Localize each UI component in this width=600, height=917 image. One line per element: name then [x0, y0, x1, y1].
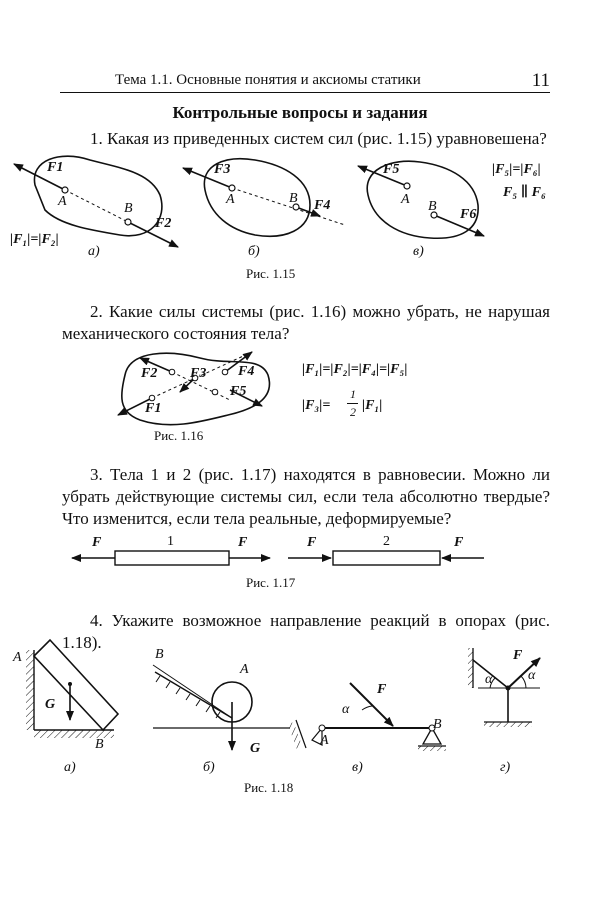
label-b: B	[95, 737, 104, 752]
label-f4: F4	[314, 198, 331, 213]
question-3: 3. Тела 1 и 2 (рис. 1.17) находятся в равновесии. Можно ли убрать действующие системы сил, если тела абсолютно твердые? Что изменится, если тела реальные, деформируемые?	[62, 465, 550, 528]
point-a	[404, 183, 410, 189]
label-body-2: 2	[383, 534, 390, 549]
fraction-bar	[347, 403, 358, 404]
label-f1: F1	[47, 160, 64, 175]
label-a: A	[240, 662, 249, 677]
header-topic: Тема 1.1. Основные понятия и аксиомы статики	[115, 72, 421, 88]
label-a: A	[401, 192, 410, 207]
label-f: F	[92, 535, 102, 550]
fig-1-17	[72, 551, 484, 565]
caption-1-17: Рис. 1.17	[246, 575, 296, 590]
body-2	[333, 551, 440, 565]
label-b: B	[433, 717, 442, 732]
fig-letter-b: б)	[203, 760, 215, 775]
fig-1-16	[118, 352, 269, 425]
point-a	[62, 187, 68, 193]
fig-letter-c: в)	[352, 760, 363, 775]
label-f: F	[513, 648, 523, 663]
caption-1-15: Рис. 1.15	[246, 266, 296, 281]
label-g: G	[250, 741, 261, 756]
fig-1-15c	[358, 161, 484, 238]
caption-1-16: Рис. 1.16	[154, 428, 204, 443]
label-a: A	[13, 650, 22, 665]
label-alpha: α	[485, 672, 493, 687]
fig-letter-a: а)	[64, 760, 76, 775]
label-f3: F3	[214, 162, 231, 177]
page-number: 11	[531, 70, 550, 91]
label-a: A	[320, 733, 329, 748]
eq-1-15c-2: F₅ ∥ F₆	[503, 185, 546, 200]
point-a	[229, 185, 235, 191]
label-f: F	[238, 535, 248, 550]
eq-1-16-2-right: |F₁|	[362, 398, 383, 413]
label-a: A	[58, 194, 67, 209]
fig-1-18a	[26, 640, 118, 738]
fig-1-18d	[468, 648, 540, 727]
label-b: B	[289, 191, 298, 206]
label-f6: F6	[460, 207, 477, 222]
question-2: 2. Какие силы системы (рис. 1.16) можно убрать, не нарушая механического состояния тела?	[62, 302, 550, 343]
eq-1-16-2-den: 2	[350, 405, 356, 419]
label-a: A	[226, 192, 235, 207]
eq-1-16-2-left: |F₃|=	[302, 398, 331, 413]
body-1	[115, 551, 229, 565]
fig-letter-d: г)	[500, 760, 511, 775]
fig-1-18c	[288, 683, 446, 751]
label-body-1: 1	[167, 534, 174, 549]
label-f5: F5	[383, 162, 400, 177]
label-b: B	[155, 647, 164, 662]
point-b	[125, 219, 131, 225]
section-title: Контрольные вопросы и задания	[172, 103, 428, 122]
eq-1-15a: |F₁|=|F₂|	[10, 232, 59, 247]
label-f5: F5	[230, 384, 247, 399]
fig-letter-c: в)	[413, 244, 424, 259]
label-f2: F2	[155, 216, 172, 231]
label-alpha: α	[528, 668, 536, 683]
fig-1-18b	[153, 665, 290, 750]
action-line	[65, 190, 128, 222]
caption-1-18: Рис. 1.18	[244, 780, 294, 795]
label-alpha: α	[342, 702, 350, 717]
eq-1-16-2-num: 1	[350, 387, 356, 401]
label-f2: F2	[141, 366, 158, 381]
label-b: B	[124, 201, 133, 216]
fig-letter-b: б)	[248, 244, 260, 259]
question-1: 1. Какая из приведенных систем сил (рис. 1.15) уравновешена?	[90, 129, 547, 148]
label-f1: F1	[145, 401, 162, 416]
eq-1-15c-1: |F₅|=|F₆|	[492, 162, 541, 177]
label-f: F	[377, 682, 387, 697]
label-b: B	[428, 199, 437, 214]
label-g: G	[45, 697, 56, 712]
force-f-arrow	[350, 683, 393, 726]
label-f: F	[454, 535, 464, 550]
label-f4: F4	[238, 364, 255, 379]
fig-letter-a: а)	[88, 244, 100, 259]
label-f: F	[307, 535, 317, 550]
question-4: 4. Укажите возможное направление реакций в опорах (рис. 1.18).	[62, 611, 550, 652]
label-f3: F3	[190, 366, 207, 381]
eq-1-16-1: |F₁|=|F₂|=|F₄|=|F₅|	[302, 362, 408, 377]
